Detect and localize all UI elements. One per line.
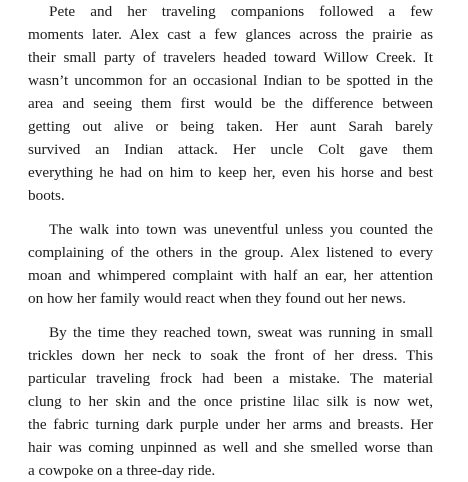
- text-line: moments later. Alex cast a few glances across the prairie as: [28, 26, 433, 43]
- text-line: area and seeing them first would be the difference between: [28, 95, 433, 112]
- paragraph-2: [28, 218, 468, 310]
- text-line: boots.: [28, 187, 65, 204]
- text-line: on how her family would react when they found out her news.: [28, 290, 406, 307]
- text-line: everything he had on him to keep her, even his horse and best: [28, 164, 433, 181]
- text-line: By the time they reached town, sweat was running in small: [49, 324, 433, 341]
- text-line: their small party of travelers headed toward Willow Creek. It: [28, 49, 433, 66]
- text-line: particular traveling frock had been a mistake. The material: [28, 370, 433, 387]
- text-line: moan and whimpered complaint with half an ear, her attention: [28, 267, 433, 284]
- text-line: wasn’t uncommon for an occasional Indian to be spotted in the: [28, 72, 433, 89]
- text-line: getting out alive or being taken. Her aunt Sarah barely: [28, 118, 433, 135]
- paragraph-3: [28, 321, 468, 482]
- text-line: The walk into town was uneventful unless you counted the: [49, 221, 433, 238]
- text-line: Pete and her traveling companions followed a few: [49, 3, 433, 20]
- text-line: trickles down her neck to soak the front of her dress. This: [28, 347, 433, 364]
- text-line: clung to her skin and the once pristine lilac silk is now wet,: [28, 393, 433, 410]
- text-line: the fabric turning dark purple under her arms and breasts. Her: [28, 416, 433, 433]
- text-line: hair was coming unpinned as well and she smelled worse than: [28, 439, 433, 456]
- paragraph-1: [28, 0, 468, 207]
- text-line: a cowpoke on a three-day ride.: [28, 462, 216, 479]
- text-line: complaining of the others in the group. Alex listened to every: [28, 244, 433, 261]
- text-line: survived an Indian attack. Her uncle Colt gave them: [28, 141, 433, 158]
